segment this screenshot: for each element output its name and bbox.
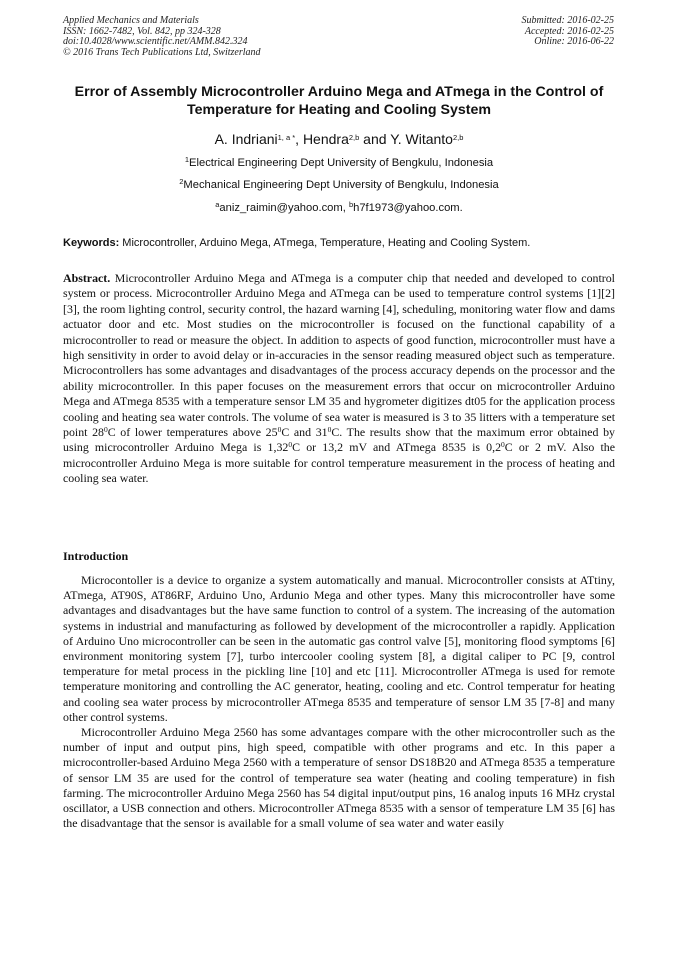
email-a[interactable]: aniz_raimin@yahoo.com,	[219, 202, 349, 214]
author-name: Hendra	[302, 131, 349, 147]
journal-info	[63, 16, 261, 58]
paper-title: Error of Assembly Microcontroller Arduino Mega and ATmega in the Control of Temperature for Heating and Cooling System	[74, 84, 604, 118]
intro-paragraph-2: Microcontroller Arduino Mega 2560 has some advantages compare with the other microcontroller such as the number of input and output pins, high speed, compatible with other programs and etc. In this paper a microcontroller-based Arduino Mega 2560 with a temperature of sensor DS18B20 and ATmega 8535 a temperature of sensor LM 35 are used for the control of temperature sea water (heating and cooling temperature) in fish farming. The microcontroller Arduino Mega 2560 has 54 digital input/output pins, 16 analog inputs 16 MHz crystal oscillator, a USB connection and others. Microcontroller ATmega 8535 with a sensor of temperature LM 35 [6] has the disadvantage that the sensor is available for a small volume of sea water and water easily	[63, 725, 615, 831]
keywords	[63, 236, 615, 250]
author-name: Y. Witanto	[390, 131, 453, 147]
author-name: A. Indriani	[214, 131, 278, 147]
email-b[interactable]: h7f1973@yahoo.com.	[353, 202, 463, 214]
doi[interactable]: doi:10.4028/www.scientific.net/AMM.842.324	[63, 36, 248, 47]
keywords-label: Keywords:	[63, 237, 120, 249]
section-heading-introduction: Introduction	[63, 549, 129, 563]
author-sup: 1, a *	[277, 133, 296, 142]
copyright: © 2016 Trans Tech Publications Ltd, Switzerland	[63, 46, 261, 58]
issn: ISSN: 1662-7482, Vol. 842, pp 324-328	[63, 25, 221, 37]
journal-name: Applied Mechanics and Materials	[63, 15, 199, 26]
publication-dates	[522, 16, 615, 48]
accepted-date: Accepted: 2016-02-25	[524, 25, 614, 37]
author-sup: 2,b	[452, 133, 464, 142]
online-date: Online: 2016-06-22	[534, 36, 614, 47]
author-list: A. Indriani$^{1, a *}$, Hendra$^{2,b}$ and Y. Witanto$^{2,b}$	[214, 131, 464, 147]
affiliation-2: $^2$Mechanical Engineering Dept University of Bengkulu, Indonesia	[179, 177, 499, 191]
author-sup: 2,b	[348, 133, 360, 142]
intro-paragraph-1: Microcontoller is a device to organize a system automatically and manual. Microcontroller consists at ATtiny, ATmega, AT90S, AT86RF, Arduino Uno, Ardunio Mega and other types. Many this microcontroller have some advantages and disadvantages but the have same function to control of a system. The increasing of the automation systems in industrial and manufacturing as followed by development of the microcontroller a rapidly. Application of Arduino Uno microcontroller can be seen in the automatic gas control valve [5], monitoring flood symptoms [6] environment monitoring system [7], turbo intercooler cooling system [8], a digital caliper to PC [9, control temperature for metal process in the pickling line [10] and etc [11]. Microcontroller ATmega is used for remote temperature monitoring and controlling the AC generator, heating, cooling and etc. Control temperatur for heating and cooling sea water process by microcontroller ATmega 8535 and temperature of sensor LM 35 [7-8] and many other control systems.	[63, 573, 615, 724]
keywords-text: Microcontroller, Arduino Mega, ATmega, Temperature, Heating and Cooling System.	[119, 237, 531, 249]
submitted-date: Submitted: 2016-02-25	[521, 15, 614, 26]
abstract-label: Abstract.	[63, 271, 111, 285]
abstract: Abstract. Microcontroller Arduino Mega and ATmega is a computer chip that needed and developed to control system or process. Microcontroller Arduino Mega and ATmega can be used to temperature control systems [1][2][3], the room lighting control, security control, the hazard warning [4], scheduling, monitoring water flow and dams actuator door and etc. Most studies on the microcontroller is focused on the functional capability of a microcontroller to read or measure the object. In addition to aspects of good function, microcontroller must have a high sensitivity in order to avoid delay or in-accuracies in the sensor reading measured object such as temperature. Microcontrollers has some advantages and disadvantages of the process accuracy depends on the processor and the ability microcontroller. In this paper focuses on the measurement errors that occur on microcontroller Arduino Mega and ATmega 8535 with a temperature sensor LM 35 and hygrometer digitizes dt05 for the application process cooling and heating sea water controls. The volume of sea water is measured is 3 to 35 litters with a temperature set point $28^0C$ of lower temperatures above $25^0C$ and $31^0C$. The results show that the maximum error obtained by using microcontroller Arduino Mega is 1,32$^0$C or 13,2 mV and ATmega 8535 is $0,2^0C$ or 2 mV. Also the microcontroller Arduino Mega is more suitable for control temperature measurement in the process of heating and cooling sea water.	[63, 271, 616, 486]
affiliation-1: $^1$Electrical Engineering Dept University of Bengkulu, Indonesia	[184, 155, 494, 169]
author-emails: $^a$aniz_raimin@yahoo.com, $^b$h7f1973@yahoo.com.	[215, 200, 463, 214]
introduction-body	[63, 573, 615, 831]
